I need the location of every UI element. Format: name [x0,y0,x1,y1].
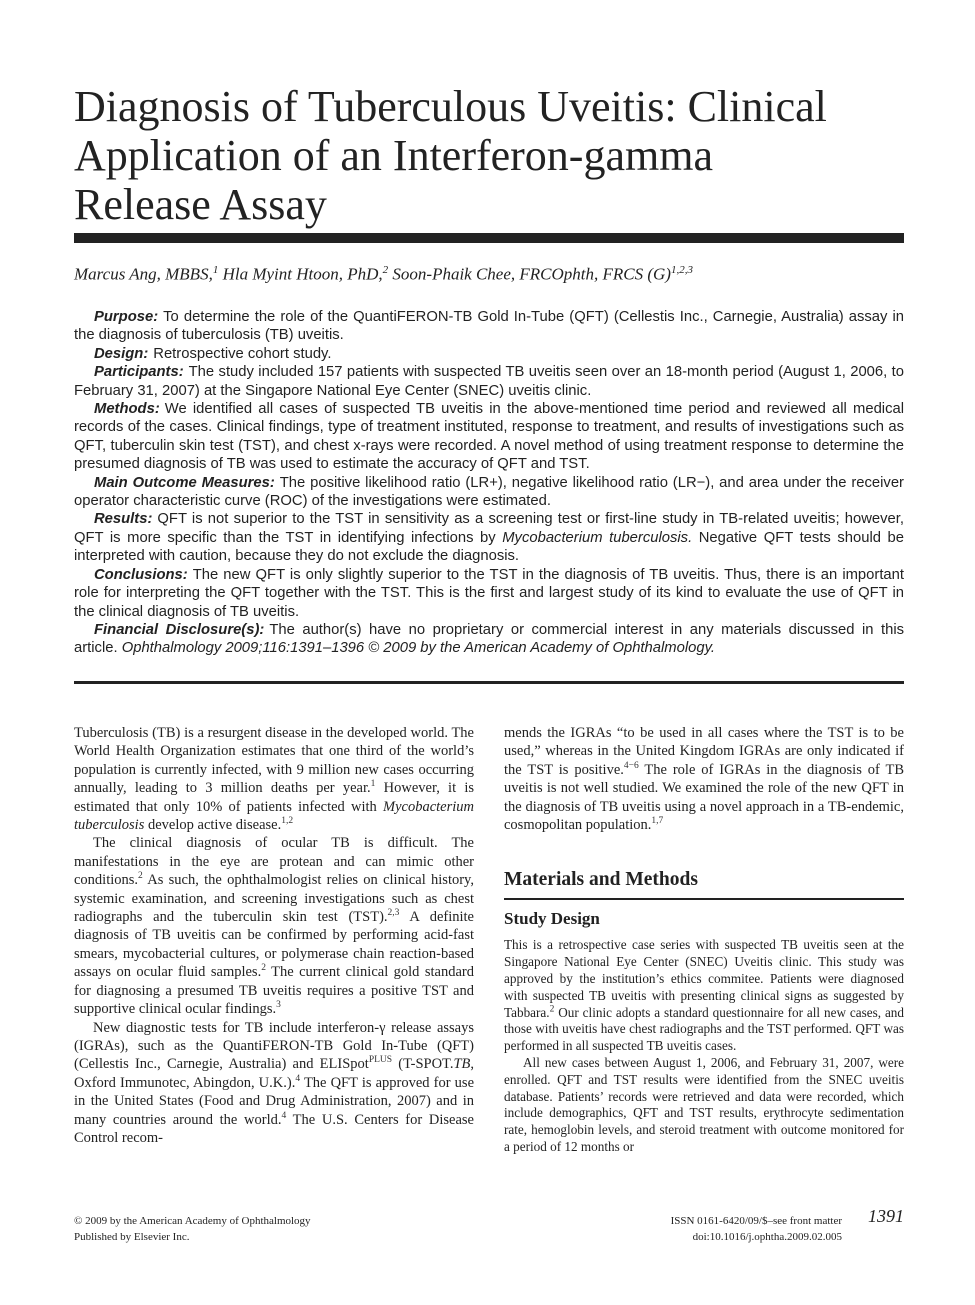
participants-label: Participants: [94,364,184,381]
citation-ref: 3 [276,1000,281,1011]
footer-copyright: © 2009 by the American Academy of Ophthalmology [74,1215,311,1227]
outcome-label: Main Outcome Measures: [94,474,275,491]
text-run: (T-SPOT. [392,1056,454,1073]
citation-ref: 4 [281,1110,287,1121]
citation-ref: 4 [295,1073,301,1084]
citation-ref: 2 [138,871,143,882]
body-column-right [504,724,904,1156]
paragraph [504,937,904,1055]
text-run: Tuberculosis (TB) is a resurgent disease in the developed world. The World Health Organization estimates that one third of the world’s population is currently infected, with 9 million new cases occurring annually, leading to 3 million deaths per year. [74,725,474,797]
section-heading: Materials and Methods [504,868,904,900]
abstract-disclosure [74,621,904,658]
footer-issn-block [671,1213,842,1245]
page-number: 1391 [868,1206,904,1226]
footer-copyright-block [74,1213,311,1245]
author-3-affiliation: 1,2,3 [670,264,693,276]
paragraph [74,834,474,1018]
citation-ref: 2 [261,963,266,974]
abstract-results [74,510,904,565]
abstract-purpose [74,308,904,345]
footer-publisher: Published by Elsevier Inc. [74,1231,190,1243]
citation-ref: 1,2 [281,816,294,827]
citation-ref: 1 [370,779,376,790]
trademark-superscript: PLUS [368,1055,393,1066]
design-label: Design: [94,345,149,362]
methods-label: Methods: [94,401,160,418]
footer-doi: doi:10.1016/j.ophtha.2009.02.005 [692,1231,842,1243]
author-3: Soon-Phaik Chee, FRCOphth, FRCS (G) [388,264,671,284]
paragraph [74,1019,474,1148]
title-line-1: Diagnosis of Tuberculous Uveitis: Clinical [74,82,827,131]
results-text-a: QFT is not superior to the TST in sensitivity as a screening test or first-line study in TB-related uveitis; however, QFT is more specific than the TST in identifying infections by [74,511,904,546]
abstract-outcome [74,474,904,511]
abstract-methods [74,400,904,474]
author-2-affiliation: 2 [382,264,389,276]
body-column-left [74,724,474,1147]
organism-name: Mycobacterium tuberculosis [74,798,474,834]
citation-ref: 4−6 [623,760,639,771]
text-run: As such, the ophthalmologist relies on clinical history, systemic examination, and screening investigations such as chest radiographs and the tuberculin skin test (TST). [74,872,474,926]
disclosure-text: The author(s) have no proprietary or commercial interest in any materials discussed in this article. [74,621,905,657]
disclosure-label: Financial Disclosure(s): [94,621,265,638]
abstract-participants [74,363,904,400]
outcome-text: The positive likelihood ratio (LR+), negative likelihood ratio (LR−), and area under the receiver operator characteristic curve (ROC) of the investigations were estimated. [74,474,904,510]
methods-text: We identified all cases of suspected TB uveitis in the above-mentioned time period and reviewed all medical records of the cases. Clinical findings, type of treatment instituted, response to treatment, and results of investigations such as QFT, tuberculin skin test (TST), and chest x-rays were recorded. A novel method of using treatment response to determine the presumed diagnosis of TB was used to estimate the accuracy of QFT and TST. [74,401,904,473]
abstract-conclusions [74,566,904,621]
results-label: Results: [94,511,153,528]
footer-issn: ISSN 0161-6420/09/$–see front matter [670,1215,842,1227]
author-2: Hla Myint Htoon, PhD, [218,264,383,284]
conclusions-label: Conclusions: [94,566,188,583]
text-run: However, it is estimated that only 10% of patients infected with [74,780,475,815]
paragraph: All new cases between August 1, 2006, and February 31, 2007, were enrolled. QFT and TST results were identified from the SNEC uveitis database. Patients’ records were retrieved and data were recorded, which include demographics, QFT and TST results, erythrocyte sedimentation rate, hemoglobin levels, and steroid treatment with outcome monitored for a period of 12 months or [504,1055,904,1154]
text-run: The QFT is approved for use in the United States (Food and Drug Administration, 2007) and in many countries around the world. [74,1074,474,1128]
text-run: The U.S. Centers for Disease Control recom- [74,1111,474,1146]
title-rule [74,233,904,243]
design-text: Retrospective cohort study. [153,345,332,362]
text-run: The clinical diagnosis of ocular TB is difficult. The manifestations in the eye are protean and can mimic other conditions. [74,835,474,889]
text-run: This is a retrospective case series with suspected TB uveitis seen at the Singapore National Eye Center (SNEC) Uveitis clinic. This study was approved by the institution’s ethics commitee. Patients were diagnosed with suspected TB uveitis with presenting clinical signs as suggested by Tabbara. [504,937,904,1020]
paragraph [74,724,474,834]
title-line-3: Release Assay [74,180,327,229]
text-run: Our clinic adopts a standard questionnaire for all new cases, and those with uveitis have chest radiographs and the TST performed. QFT was performed in all suspected TB uveitis cases. [504,1004,904,1054]
product-name-italic: TB [453,1056,471,1073]
text-run: develop active disease. [144,817,282,834]
author-list [74,264,904,285]
article-title [74,82,904,229]
paragraph [504,724,904,834]
text-run: The role of IGRAs in the diagnosis of TB uveitis is not well studied. We examined the role of the new QFT in the diagnosis of TB uveitis using a novel approach in a TB-endemic, cosmopolitan population. [504,761,904,834]
text-run: The current clinical gold standard for diagnosing a presumed TB uveitis requires a positive TST and supportive clinical ocular findings. [74,964,474,1018]
journal-citation: Ophthalmology 2009;116:1391–1396 © 2009 by the American Academy of Ophthalmology. [121,640,715,657]
purpose-label: Purpose: [94,309,159,325]
results-text-b: Negative QFT tests should be interpreted with caution, because they do not exclude the diagnosis. [74,529,904,565]
text-run: New diagnostic tests for TB include interferon-γ release assays (IGRAs), such as the QuantiFERON-TB Gold In-Tube (QFT) (Cellestis Inc., Carnegie, Australia) and ELISpot [74,1019,474,1073]
author-1-affiliation: 1 [212,264,219,276]
citation-ref: 2 [549,1004,555,1015]
author-1: Marcus Ang, MBBS, [74,264,213,284]
participants-text: The study included 157 patients with suspected TB uveitis seen over an 18-month period (August 1, 2006, to February 31, 2007) at the Singapore National Eye Center (SNEC) uveitis clinic. [74,364,904,399]
abstract-design [74,345,904,363]
citation-ref: 1,7 [651,816,664,827]
conclusions-text: The new QFT is only slightly superior to the TST in the diagnosis of TB uveitis. Thus, there is an important role for interpreting the QFT together with the TST. This is the first and largest study of its kind to evaluate the use of QFT in the clinical diagnosis of TB uveitis. [74,566,904,620]
abstract [74,308,904,658]
text-run: A definite diagnosis of TB uveitis can be confirmed by performing acid-fast smears, mycobacterial cultures, or polymerase chain reaction-based assays on ocular fluid samples. [74,909,474,981]
title-line-2: Application of an Interferon-gamma [74,131,713,180]
abstract-rule [74,681,904,684]
purpose-text: To determine the role of the QuantiFERON-TB Gold In-Tube (QFT) (Cellestis Inc., Carnegie, Australia) assay in the diagnosis of tuberculosis (TB) uveitis. [74,309,904,344]
text-run: mends the IGRAs “to be used in all cases where the TST is to be used,” whereas in the United Kingdom IGRAs are only indicated if the TST is positive. [504,725,904,778]
results-organism: Mycobacterium tuberculosis. [502,529,693,546]
citation-ref: 2,3 [387,908,400,919]
text-run: , Oxford Immunotec, Abingdon, U.K.). [74,1056,474,1091]
subsection-heading: Study Design [504,909,600,929]
